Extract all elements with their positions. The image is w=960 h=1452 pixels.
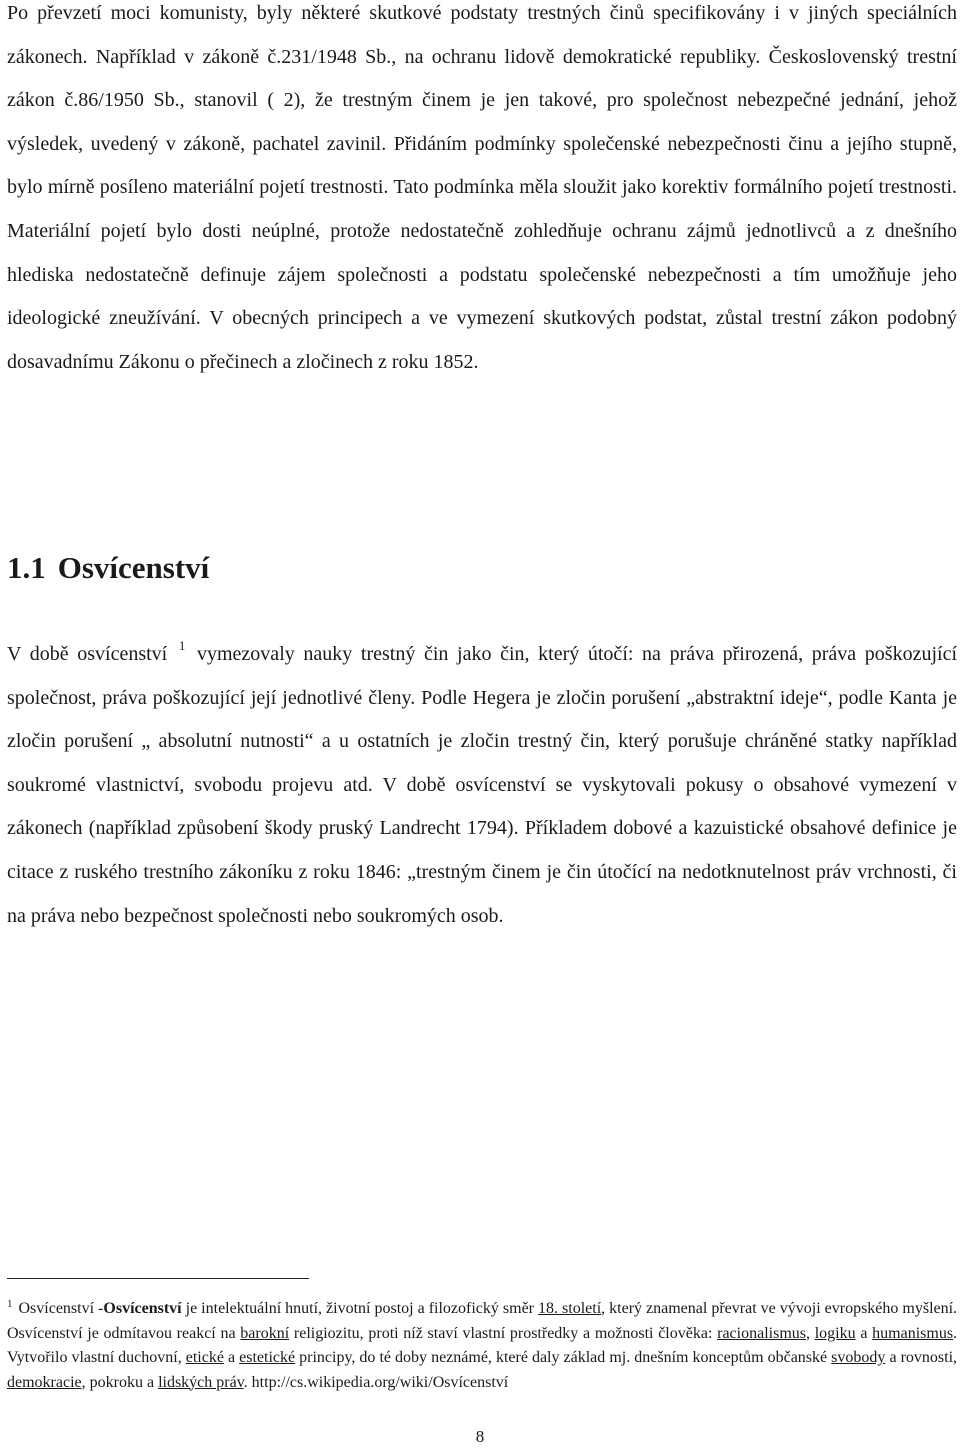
footnote-text: . Vytvořilo vlastní duchovní, [7,1324,958,1366]
link-lidskych-prav[interactable]: lidských práv [158,1373,244,1391]
footnote-text: , který znamenal převrat ve vývoji evropského myšlení. Osvícenství je odmítavou reakcí na [7,1300,958,1342]
footnote-bold-term: Osvícenství [103,1300,182,1317]
footnote-separator [7,1278,309,1279]
footnote-text: principy, do té doby neznámé, které daly základ mj. dnešním konceptům občanské [299,1349,828,1366]
link-demokracie[interactable]: demokracie [7,1373,82,1391]
link-svobody[interactable]: svobody [831,1349,886,1366]
page-number: 8 [475,1427,485,1446]
section-heading [7,546,209,590]
paragraph-text-start: V době osvícenství [7,643,168,665]
footnote-reference[interactable]: 1 [178,638,186,653]
link-logiku[interactable]: logiku [814,1324,856,1342]
footnote-text: a [227,1349,236,1366]
footnote-text: , [806,1324,810,1342]
footnote-text: a [860,1324,868,1342]
footnote-text: , pokroku a [81,1373,155,1391]
paragraph-communist-era: Po převzetí moci komunisty, byly některé skutkové podstaty trestných činů specifikovány i v jiných speciálních zákonech. Například v zákoně č.231/1948 Sb., na ochranu lidově demokratické republiky. Československý trestní zákon č.86/1950 Sb., stanovil ( 2), že trestným činem je jen takové, pro společnost nebezpečné jednání, jehož výsledek, uvedený v zákoně, pachatel zavinil. Přidáním podmínky společenské nebezpečnosti činu a jejího stupně, bylo mírně posíleno materiální pojetí trestnosti. Tato podmínka měla sloužit jako korektiv formálního pojetí trestnosti. Materiální pojetí bylo dosti neúplné, protože nedostatečně zohledňuje ochranu zájmů jednotlivců a z dnešního hlediska nedostatečně definuje zájem společnosti a podstatu společenské nebezpečnosti a tím umožňuje jeho ideologické zneužívání. V obecných principech a ve vymezení skutkových podstat, zůstal trestní zákon podobný dosavadnímu Zákonu o přečinech a zločinech z roku 1852. [7,2,957,373]
link-barokni[interactable]: barokní [240,1324,290,1342]
section-title: Osvícenství [57,550,210,585]
page-body [7,0,957,384]
link-eticke[interactable]: etické [185,1349,224,1366]
footnote [7,1297,957,1395]
section-number: 1.1 [7,550,46,585]
link-racionalismus[interactable]: racionalismus [717,1324,806,1342]
footnote-text: religiozitu, proti níž staví vlastní prostředky a možnosti člověka: [293,1324,713,1342]
footnote-source-url: . http://cs.wikipedia.org/wiki/Osvícenství [243,1373,509,1391]
paragraph-text-rest: vymezovaly nauky trestný čin jako čin, který útočí: na práva přirozená, práva poškozující společnost, práva poškozující její jednotlivé členy. Podle Hegera je zločin porušení „abstraktní ideje“, podle Kanta je zločin porušení „ absolutní nutnosti“ a u ostatních je zločin trestný čin, který porušuje chráněné statky například soukromé vlastnictví, svobodu projevu atd. V době osvícenství se vyskytovali pokusy o obsahové vymezení v zákonech (například způsobení škody pruský Landrecht 1794). Příkladem dobové a kazuistické obsahové definice je citace z ruského trestního zákoníku z roku 1846: „trestným činem je čin útočící na nedotknutelnost práv vrchnosti, či na práva nebo bezpečnost společnosti nebo soukromých osob. [7,643,958,927]
footnote-text: Osvícenství - [18,1300,104,1317]
footnote-number: 1 [7,1298,13,1310]
footnote-text: a rovnosti, [889,1349,958,1366]
link-humanismus[interactable]: humanismus [872,1324,954,1342]
paragraph-enlightenment [7,633,957,938]
footnote-text: je intelektuální hnutí, životní postoj a filozofický směr [185,1300,535,1317]
link-18-stoleti[interactable]: 18. století [538,1300,602,1317]
link-esteticke[interactable]: estetické [239,1349,296,1366]
